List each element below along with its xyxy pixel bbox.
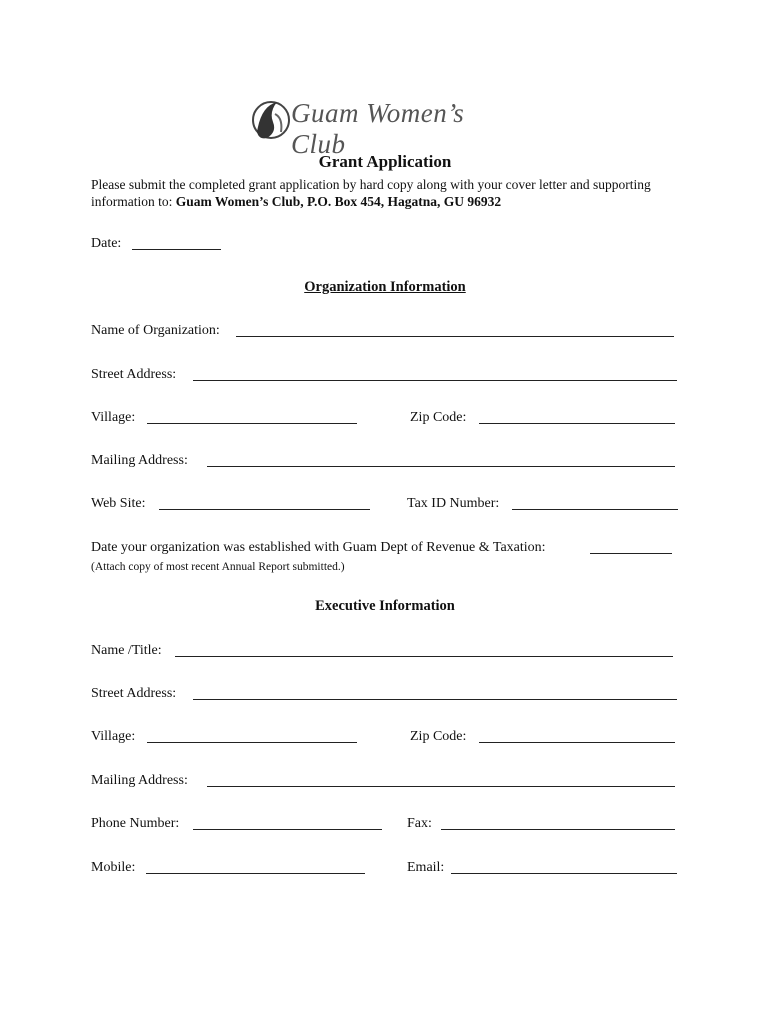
exec-fax-field[interactable] bbox=[441, 829, 675, 830]
org-street-field[interactable] bbox=[193, 380, 677, 381]
attach-note: (Attach copy of most recent Annual Report submitted.) bbox=[91, 561, 345, 573]
date-label: Date: bbox=[91, 236, 122, 251]
exec-village-label: Village: bbox=[91, 729, 136, 744]
org-street-label: Street Address: bbox=[91, 367, 177, 382]
club-logo bbox=[247, 92, 525, 159]
org-village-label: Village: bbox=[91, 410, 136, 425]
exec-mobile-field[interactable] bbox=[146, 873, 365, 874]
exec-phone-label: Phone Number: bbox=[91, 816, 180, 831]
intro-paragraph bbox=[91, 176, 691, 210]
org-name-label: Name of Organization: bbox=[91, 323, 220, 338]
exec-village-field[interactable] bbox=[147, 742, 357, 743]
exec-fax-label: Fax: bbox=[407, 816, 432, 831]
exec-zip-field[interactable] bbox=[479, 742, 675, 743]
org-zip-field[interactable] bbox=[479, 423, 675, 424]
exec-street-label: Street Address: bbox=[91, 686, 177, 701]
exec-section-heading: Executive Information bbox=[315, 598, 455, 614]
exec-phone-field[interactable] bbox=[193, 829, 382, 830]
org-website-label: Web Site: bbox=[91, 496, 146, 511]
org-taxid-field[interactable] bbox=[512, 509, 678, 510]
intro-text: Please submit the completed grant application by hard copy along with your cover letter and supporting information to: bbox=[91, 177, 651, 209]
org-mailing-label: Mailing Address: bbox=[91, 453, 188, 468]
exec-street-field[interactable] bbox=[193, 699, 677, 700]
page-title: Grant Application bbox=[318, 152, 452, 171]
date-field[interactable] bbox=[132, 249, 221, 250]
mailing-address: Guam Women’s Club, P.O. Box 454, Hagatna, GU 96932 bbox=[175, 194, 502, 209]
exec-zip-label: Zip Code: bbox=[410, 729, 467, 744]
org-established-label: Date your organization was established with Guam Dept of Revenue & Taxation: bbox=[91, 540, 546, 555]
exec-name-field[interactable] bbox=[175, 656, 673, 657]
org-village-field[interactable] bbox=[147, 423, 357, 424]
exec-mailing-field[interactable] bbox=[207, 786, 675, 787]
org-section-heading: Organization Information bbox=[304, 279, 466, 295]
org-taxid-label: Tax ID Number: bbox=[407, 496, 500, 511]
dancer-silhouette-icon bbox=[247, 92, 291, 148]
org-established-field[interactable] bbox=[590, 553, 672, 554]
exec-mailing-label: Mailing Address: bbox=[91, 773, 188, 788]
org-zip-label: Zip Code: bbox=[410, 410, 467, 425]
exec-email-field[interactable] bbox=[451, 873, 677, 874]
exec-mobile-label: Mobile: bbox=[91, 860, 136, 875]
exec-email-label: Email: bbox=[407, 860, 445, 875]
exec-name-label: Name /Title: bbox=[91, 643, 162, 658]
logo-wordmark: Guam Women’s Club bbox=[291, 98, 465, 159]
org-mailing-field[interactable] bbox=[207, 466, 675, 467]
org-name-field[interactable] bbox=[236, 336, 674, 337]
org-website-field[interactable] bbox=[159, 509, 370, 510]
